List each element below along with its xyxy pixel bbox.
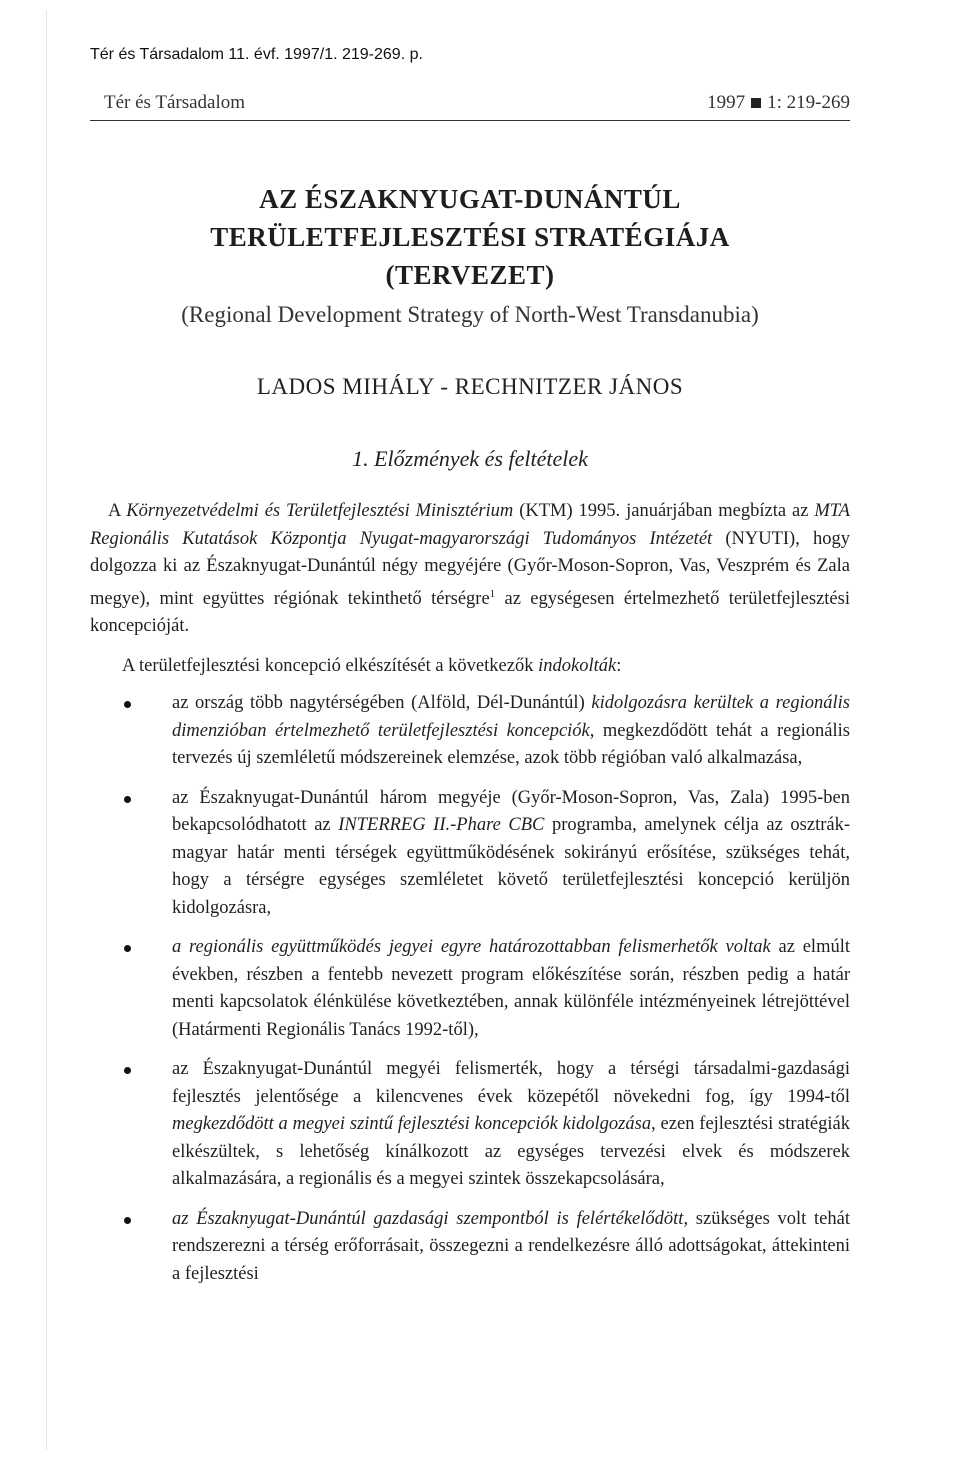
footnote-marker: 1: [489, 587, 496, 600]
emphasis-text: az Északnyugat-Dunántúl gazdasági szempontból is felértékelődött: [172, 1208, 684, 1229]
title-line-3: (TERVEZET): [385, 260, 555, 290]
running-head: [90, 92, 850, 121]
bullet-icon: [124, 1217, 131, 1224]
text-run: :: [616, 655, 622, 676]
square-separator-icon: [751, 98, 761, 108]
emphasis-text: a regionális együttműködés jegyei egyre határozottabban felismerhetők voltak: [172, 937, 771, 958]
running-head-year: 1997: [707, 92, 746, 113]
emphasis-text: kidolgozásra kerültek a regionális dimenzióban értelmezhető területfejlesztési koncepciók: [172, 693, 851, 741]
bullet-icon: [124, 945, 131, 952]
text-run: (KTM) 1995. januárjában megbízta az: [513, 501, 815, 521]
ministry-name: Környezetvédelmi és Területfejlesztési Minisztérium: [126, 501, 514, 521]
list-item: [90, 785, 850, 923]
text-run: , megkezdődött tehát a regionális tervezés új szemléletű módszereinek elemzése, azok több régióban való alkalmazása,: [172, 720, 850, 769]
list-item: [90, 934, 850, 1044]
text-run: az egységesen értelmezhető területfejlesztési koncepcióját.: [90, 588, 850, 637]
reasons-list: [90, 690, 850, 1288]
running-head-issue: [707, 92, 850, 114]
bullet-icon: [124, 1067, 131, 1074]
emphasis-text: indokolták: [538, 655, 617, 676]
english-subtitle: (Regional Development Strategy of North-West Transdanubia): [181, 302, 759, 327]
list-item: [90, 690, 850, 773]
authors: LADOS MIHÁLY - RECHNITZER JÁNOS: [256, 374, 684, 399]
title-block: [90, 180, 850, 472]
text-run: programba, amelynek célja az osztrák-magyar határ menti térségek együttműködésének sokirányú erősítése, szükséges tehát, hogy a térségre egységes szemléletet követő területfejlesztési koncepció kerüljön kidolgozásra,: [172, 815, 851, 918]
title-line-1: AZ ÉSZAKNYUGAT-DUNÁNTÚL: [259, 184, 681, 214]
text-run: , ezen fejlesztési stratégiák elkészültek, s lehetőség kínálkozott az egységes tervezési elvek és módszerek alkalmazására, a regionális és a megyei szintek összekapcsolására,: [172, 1114, 850, 1190]
text-run: , szükséges volt tehát rendszerezni a térség erőforrásait, összegezni a rendelkezésre álló adottságokat, áttekinteni a fejlesztési: [172, 1208, 850, 1284]
program-name: INTERREG II.-Phare CBC: [338, 815, 545, 836]
list-item: [90, 1206, 850, 1289]
text-run: az Északnyugat-Dunántúl három megyéje (Győr-Moson-Sopron, Vas, Zala) 1995-ben bekapcsolódhatott az: [172, 787, 850, 836]
bullet-icon: [124, 796, 131, 803]
text-run: az elmúlt években, részben a fentebb nevezett program előkészítése során, részben pedig a határ menti kapcsolatok élénkülése következtében, annak különféle intézményeinek létrejöttével (Határmenti Regionális Tanács 1992-től),: [172, 937, 850, 1040]
text-run: A: [108, 501, 127, 521]
running-head-journal: Tér és Társadalom: [104, 92, 246, 113]
text-run: az ország több nagytérségében (Alföld, Dél-Dunántúl): [172, 693, 592, 714]
citation-line: Tér és Társadalom 11. évf. 1997/1. 219-269. p.: [90, 46, 423, 63]
article-body: [90, 498, 850, 1300]
emphasis-text: megkezdődött a megyei szintű fejlesztési koncepciók kidolgozása: [172, 1114, 652, 1135]
bullet-icon: [124, 701, 131, 708]
text-run: az Északnyugat-Dunántúl megyéi felismerték, hogy a térségi társadalmi-gazdasági fejlesztés jelentősége a kilencvenes évek közepétől növekedni fog, így 1994-től: [172, 1059, 850, 1107]
text-run: A területfejlesztési koncepció elkészítését a következők: [122, 655, 539, 676]
title-line-2: TERÜLETFEJLESZTÉSI STRATÉGIÁJA: [210, 222, 730, 252]
page-edge-rule: [46, 10, 47, 1450]
section-heading: 1. Előzmények és feltételek: [352, 446, 588, 471]
reasons-intro-paragraph: [90, 653, 850, 681]
text-run: (NYUTI), hogy dolgozza ki az Északnyugat-Dunántúl négy megyéjére (Győr-Moson-Sopron, Vas, Veszprém és Zala megye), mint együttes régiónak tekinthető térségre: [90, 528, 850, 609]
running-head-pages: 1: 219-269: [767, 92, 850, 113]
list-item: [90, 1056, 850, 1194]
institute-name: MTA Regionális Kutatások Központja Nyugat-magyarországi Tudományos Intézetét: [90, 501, 850, 549]
intro-paragraph: [90, 498, 850, 641]
